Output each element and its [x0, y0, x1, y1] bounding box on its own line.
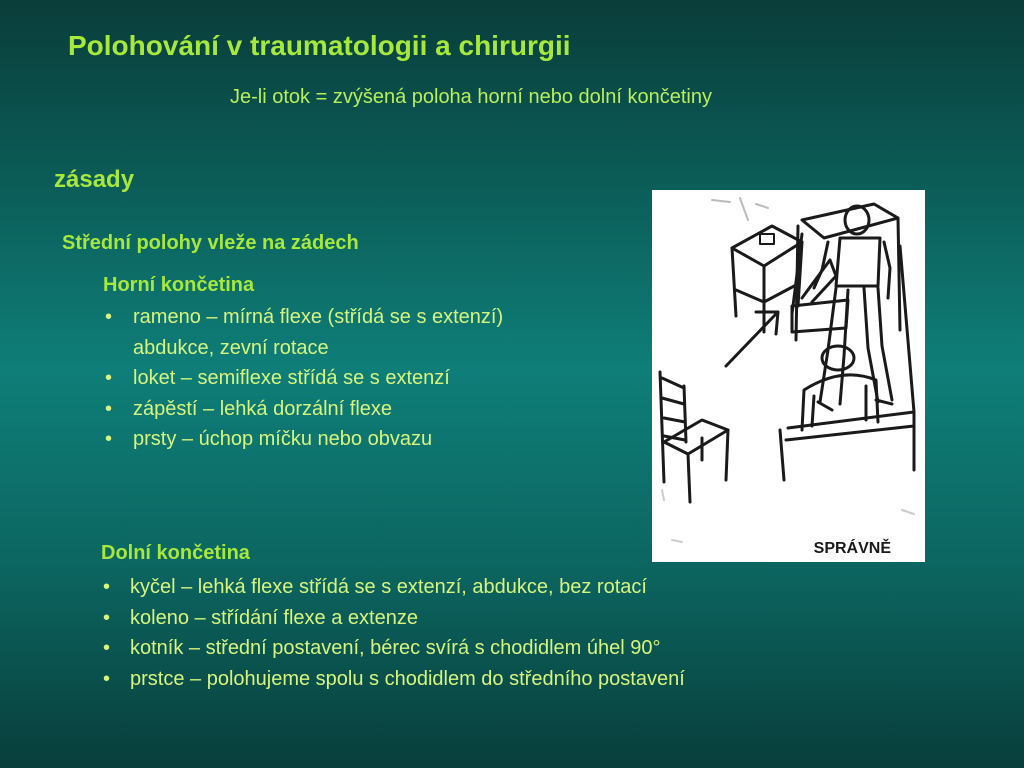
list-item — [101, 572, 685, 603]
bullet-icon: • — [105, 367, 113, 389]
list-item-continuation: abdukce, zevní rotace — [133, 336, 329, 359]
list-item — [103, 394, 503, 425]
bullet-icon: • — [105, 428, 113, 450]
section-heading: Střední polohy vleže na zádech — [62, 232, 359, 254]
list-item-text: koleno – střídání flexe a extenze — [130, 606, 418, 629]
upper-limb-list — [103, 302, 503, 455]
bullet-icon: • — [105, 397, 113, 420]
list-item — [103, 424, 503, 455]
principles-label: zásady — [54, 166, 135, 193]
bullet-icon: • — [103, 637, 111, 659]
list-item — [103, 363, 503, 394]
upper-limb-heading: Horní končetina — [103, 274, 255, 296]
slide-title: Polohování v traumatologii a chirurgii — [68, 30, 571, 61]
bullet-icon: • — [105, 306, 113, 328]
bullet-icon: • — [103, 606, 111, 629]
list-item — [103, 302, 503, 363]
lower-limb-heading: Dolní končetina — [101, 542, 250, 564]
slide-subtitle: Je-li otok = zvýšená poloha horní nebo dolní končetiny — [230, 86, 712, 108]
list-item-text: kyčel – lehká flexe střídá se s extenzí, abdukce, bez rotací — [130, 576, 647, 598]
list-item-text: loket – semiflexe střídá se s extenzí — [133, 367, 450, 389]
illustration-drawing — [652, 190, 925, 562]
list-item-text: prsty – úchop míčku nebo obvazu — [133, 428, 433, 450]
list-item — [101, 603, 685, 634]
list-item-text: kotník – střední postavení, bérec svírá s chodidlem úhel 90° — [130, 637, 661, 659]
list-item — [101, 664, 685, 695]
patient-in-bed-illustration — [652, 190, 925, 562]
figure-caption: SPRÁVNĚ — [813, 540, 891, 557]
list-item-text: zápěstí – lehká dorzální flexe — [133, 397, 393, 420]
bullet-icon: • — [103, 576, 111, 598]
list-item — [101, 633, 685, 664]
list-item-text: rameno – mírná flexe (střídá se s extenzí) — [133, 306, 504, 328]
bullet-icon: • — [103, 667, 111, 690]
list-item-text: prstce – polohujeme spolu s chodidlem do středního postavení — [130, 667, 685, 690]
lower-limb-list — [101, 572, 685, 694]
